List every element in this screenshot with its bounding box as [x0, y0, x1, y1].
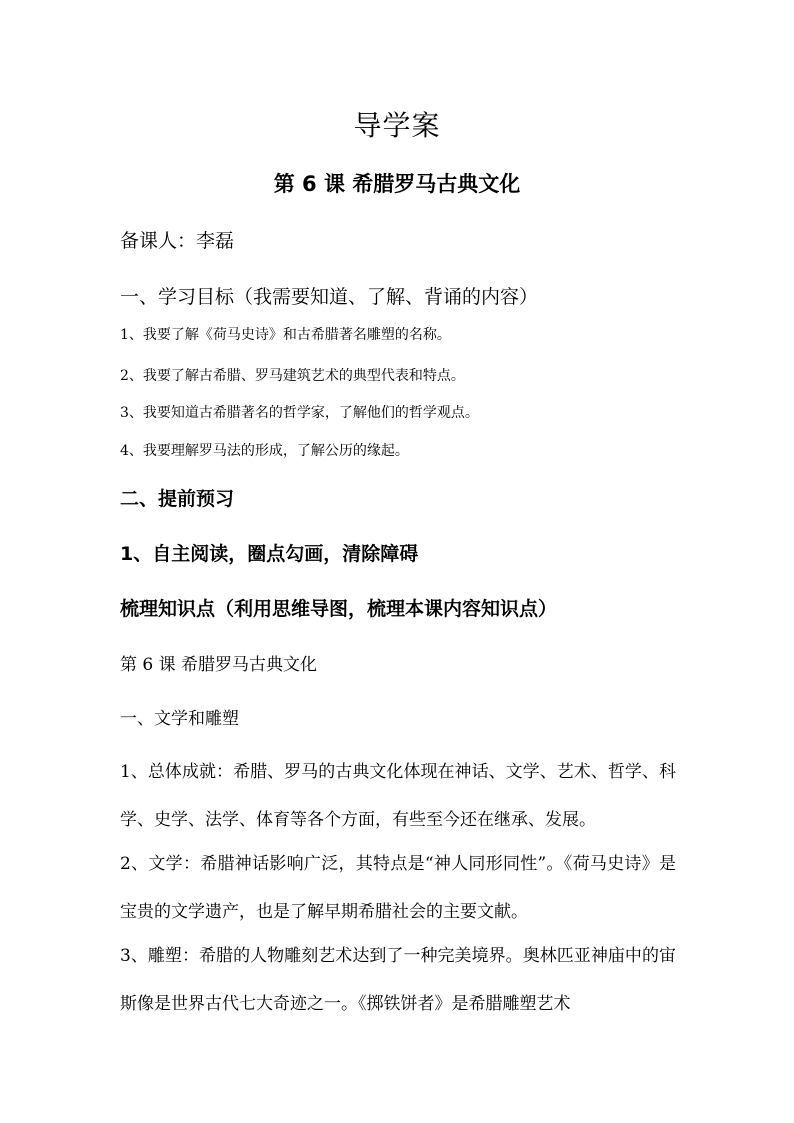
notes-lesson-title: 第 6 课 希腊罗马古典文化	[120, 655, 318, 675]
notes-paragraph: 1、总体成就：希腊、罗马的古典文化体现在神话、文学、艺术、哲学、科学、史学、法学、体育等各个方面，有些至今还在继承、发展。	[120, 762, 676, 830]
goal-item: 1、我要了解《荷马史诗》和古希腊著名雕塑的名称。	[120, 327, 451, 343]
goal-item: 3、我要知道古希腊著名的哲学家，了解他们的哲学观点。	[120, 405, 479, 421]
lesson-subtitle: 第 6 课 希腊罗马古典文化	[273, 172, 521, 196]
section-heading-preview: 二、提前预习	[120, 488, 235, 510]
notes-paragraph: 3、雕塑：希腊的人物雕刻艺术达到了一种完美境界。奥林匹亚神庙中的宙斯像是世界古代七大奇迹之一。《掷铁饼者》是希腊雕塑艺术	[120, 946, 676, 1014]
goal-item: 4、我要理解罗马法的形成，了解公历的缘起。	[120, 443, 409, 459]
notes-paragraph: 2、文学：希腊神话影响广泛，其特点是“神人同形同性”。《荷马史诗》是宝贵的文学遗产，也是了解早期希腊社会的主要文献。	[120, 854, 676, 922]
section-heading-goals: 一、学习目标（我需要知道、了解、背诵的内容）	[120, 286, 539, 308]
notes-part-heading: 一、文学和雕塑	[120, 709, 239, 729]
document-title: 导学案	[353, 109, 441, 142]
author-line: 备课人：李磊	[120, 230, 235, 252]
goal-item: 2、我要了解古希腊、罗马建筑艺术的典型代表和特点。	[120, 368, 465, 384]
outline-heading: 梳理知识点（利用思维导图，梳理本课内容知识点）	[120, 598, 558, 620]
preview-step: 1、自主阅读，圈点勾画，清除障碍	[120, 543, 419, 565]
